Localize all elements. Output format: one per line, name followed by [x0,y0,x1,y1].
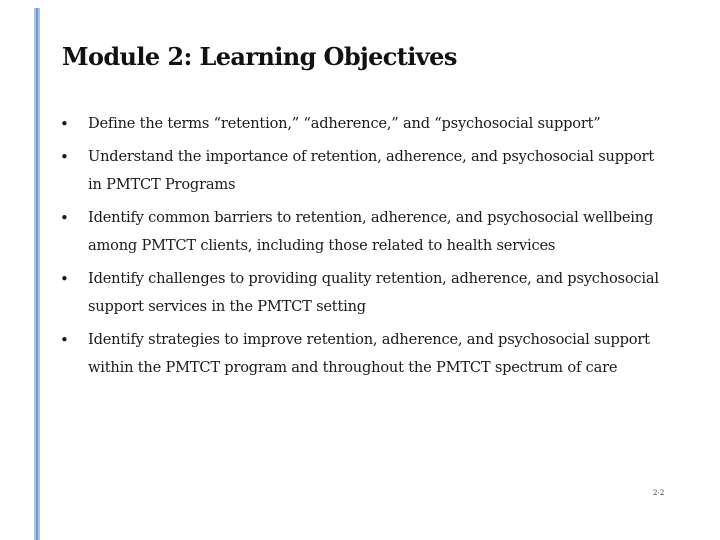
slide-title: Module 2: Learning Objectives [62,42,457,71]
list-item [60,326,670,383]
objectives-list [60,110,670,387]
bullet-icon: • [60,208,69,227]
bullet-icon: • [60,269,69,288]
objective-text: Define the terms “retention,” “adherence,” and “psychosocial support” [88,115,601,132]
objective-text: Identify challenges to providing quality retention, adherence, and psychosocial support services in the PMTCT setting [88,269,659,315]
objective-text: Identify strategies to improve retention, adherence, and psychosocial support within the PMTCT program and throughout the PMTCT spectrum of care [88,330,650,376]
bullet-icon: • [60,115,69,133]
list-item [60,143,670,200]
list-item [60,204,670,261]
objective-text: Identify common barriers to retention, adherence, and psychosocial wellbeing among PMTCT clients, including those related to health services [88,208,654,254]
list-item [60,265,670,322]
list-item [60,110,670,139]
objective-text: Understand the importance of retention, adherence, and psychosocial support in PMTCT Programs [88,147,654,193]
left-accent-bar-line [36,8,38,540]
page-number: 2-2 [653,489,665,497]
bullet-icon: • [60,147,69,166]
bullet-icon: • [60,330,69,349]
